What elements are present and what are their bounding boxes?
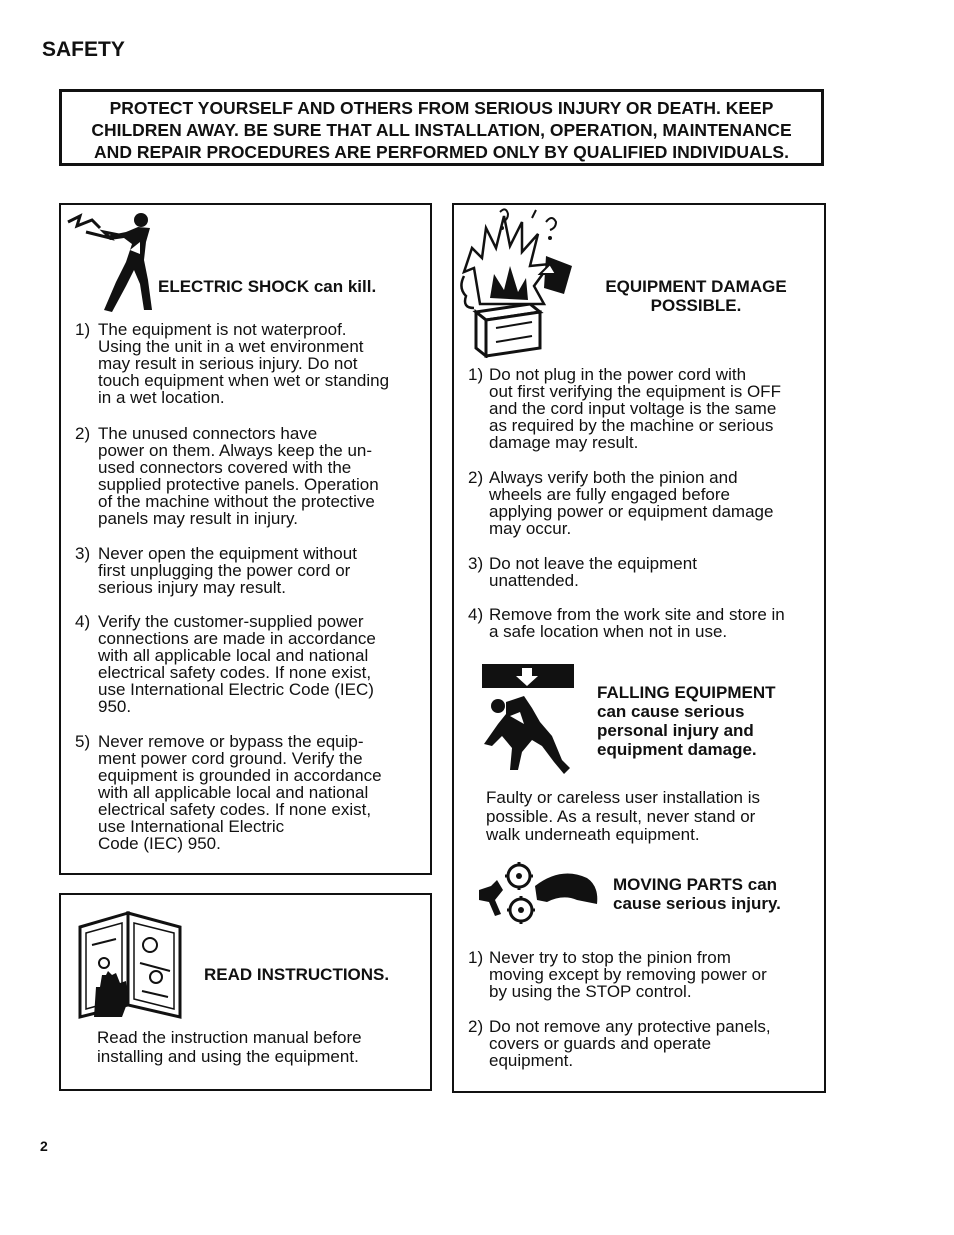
item-line: Never try to stop the pinion from — [489, 948, 731, 967]
title-line: cause serious injury. — [613, 894, 781, 913]
read-instructions-text — [97, 1029, 362, 1066]
item-number: 3) — [75, 544, 91, 563]
title-line: EQUIPMENT DAMAGE — [605, 277, 787, 296]
item-number: 1) — [468, 365, 484, 384]
item-line: ment power cord ground. Verify the — [98, 749, 363, 768]
text-line: Read the instruction manual before — [97, 1028, 362, 1047]
item-line: in a wet location. — [98, 388, 225, 407]
list-item — [468, 1018, 820, 1069]
item-line: 950. — [98, 697, 132, 716]
item-number: 5) — [75, 732, 91, 751]
moving-parts-icon — [477, 860, 601, 930]
item-line: use International Electric — [98, 817, 285, 836]
moving-parts-title — [613, 875, 781, 913]
item-line: may result in serious injury. Do not — [98, 354, 358, 373]
item-line: as required by the machine or serious — [489, 416, 774, 435]
item-number: 2) — [468, 468, 484, 487]
warning-line: CHILDREN AWAY. BE SURE THAT ALL INSTALLATION, OPERATION, MAINTENANCE — [91, 120, 792, 140]
item-line: The equipment is not waterproof. — [98, 320, 347, 339]
item-line: may occur. — [489, 519, 572, 538]
item-line: serious injury may result. — [98, 578, 287, 597]
item-line: equipment. — [489, 1051, 574, 1070]
title-line: POSSIBLE. — [650, 296, 742, 315]
page-number: 2 — [40, 1138, 48, 1154]
item-line: equipment is grounded in accordance — [98, 766, 382, 785]
item-number: 1) — [75, 320, 91, 339]
item-line: Using the unit in a wet environment — [98, 337, 364, 356]
item-line: electrical safety codes. If none exist, — [98, 663, 372, 682]
item-number: 4) — [75, 612, 91, 631]
list-item — [75, 613, 427, 715]
item-line: of the machine without the protective — [98, 492, 375, 511]
list-item — [468, 469, 820, 537]
item-line: with all applicable local and national — [98, 783, 369, 802]
equipment-damage-title — [586, 277, 806, 315]
item-line: use International Electric Code (IEC) — [98, 680, 374, 699]
general-warning-box — [59, 89, 824, 166]
item-line: wheels are fully engaged before — [489, 485, 730, 504]
item-line: connections are made in accordance — [98, 629, 376, 648]
title-line: MOVING PARTS can — [613, 875, 778, 894]
read-instructions-title: READ INSTRUCTIONS. — [204, 965, 390, 984]
item-line: Do not leave the equipment — [489, 554, 697, 573]
text-line: Faulty or careless user installation is — [486, 788, 761, 807]
list-item — [75, 321, 427, 406]
item-line: out first verifying the equipment is OFF — [489, 382, 781, 401]
item-line: covers or guards and operate — [489, 1034, 712, 1053]
text-line: possible. As a result, never stand or — [486, 806, 756, 826]
title-line: FALLING EQUIPMENT — [597, 683, 776, 702]
item-line: first unplugging the power cord or — [98, 561, 351, 580]
item-number: 2) — [75, 424, 91, 443]
list-item — [468, 366, 820, 451]
list-item — [75, 545, 427, 596]
title-line: can cause serious — [597, 702, 745, 721]
item-line: used connectors covered with the — [98, 458, 352, 477]
warning-line: PROTECT YOURSELF AND OTHERS FROM SERIOUS INJURY OR DEATH. KEEP — [109, 98, 774, 118]
item-line: touch equipment when wet or standing — [98, 371, 390, 390]
title-line: personal injury and — [597, 721, 754, 740]
item-line: and the cord input voltage is the same — [489, 399, 777, 418]
text-line: installing and using the equipment. — [97, 1046, 359, 1066]
item-line: Always verify both the pinion and — [489, 468, 738, 487]
item-line: Remove from the work site and store in — [489, 605, 785, 624]
electric-shock-icon — [66, 210, 156, 316]
instruction-manual-icon — [76, 905, 186, 1020]
item-line: Never remove or bypass the equip- — [98, 732, 364, 751]
item-line: with all applicable local and national — [98, 646, 369, 665]
item-line: power on them. Always keep the un- — [98, 441, 373, 460]
item-line: damage may result. — [489, 433, 639, 452]
item-line: supplied protective panels. Operation — [98, 475, 379, 494]
item-number: 3) — [468, 554, 484, 573]
item-number: 1) — [468, 948, 484, 967]
item-line: applying power or equipment damage — [489, 502, 774, 521]
title-line: equipment damage. — [597, 740, 757, 759]
item-line: a safe location when not in use. — [489, 622, 728, 641]
item-line: Never open the equipment without — [98, 544, 357, 563]
list-item — [468, 555, 820, 589]
item-line: Verify the customer-supplied power — [98, 612, 364, 631]
equipment-explosion-icon — [460, 208, 580, 358]
item-line: Do not plug in the power cord with — [489, 365, 747, 384]
falling-equipment-title — [597, 683, 776, 759]
item-line: moving except by removing power or — [489, 965, 767, 984]
item-number: 2) — [468, 1017, 484, 1036]
item-line: Do not remove any protective panels, — [489, 1017, 771, 1036]
page-heading: SAFETY — [42, 38, 125, 61]
list-item — [468, 949, 820, 1000]
item-number: 4) — [468, 605, 484, 624]
item-line: unattended. — [489, 571, 579, 590]
item-line: The unused connectors have — [98, 424, 318, 443]
list-item — [468, 606, 820, 640]
item-line: electrical safety codes. If none exist, — [98, 800, 372, 819]
list-item — [75, 733, 427, 852]
item-line: Code (IEC) 950. — [98, 834, 221, 853]
item-line: panels may result in injury. — [98, 509, 298, 528]
list-item — [75, 425, 427, 527]
falling-equipment-text — [486, 789, 760, 845]
warning-line: AND REPAIR PROCEDURES ARE PERFORMED ONLY BY QUALIFIED INDIVIDUALS. — [94, 142, 789, 162]
item-line: by using the STOP control. — [489, 982, 692, 1001]
text-line: walk underneath equipment. — [486, 825, 700, 844]
electric-shock-title: ELECTRIC SHOCK can kill. — [158, 277, 377, 296]
falling-equipment-icon — [480, 662, 576, 778]
